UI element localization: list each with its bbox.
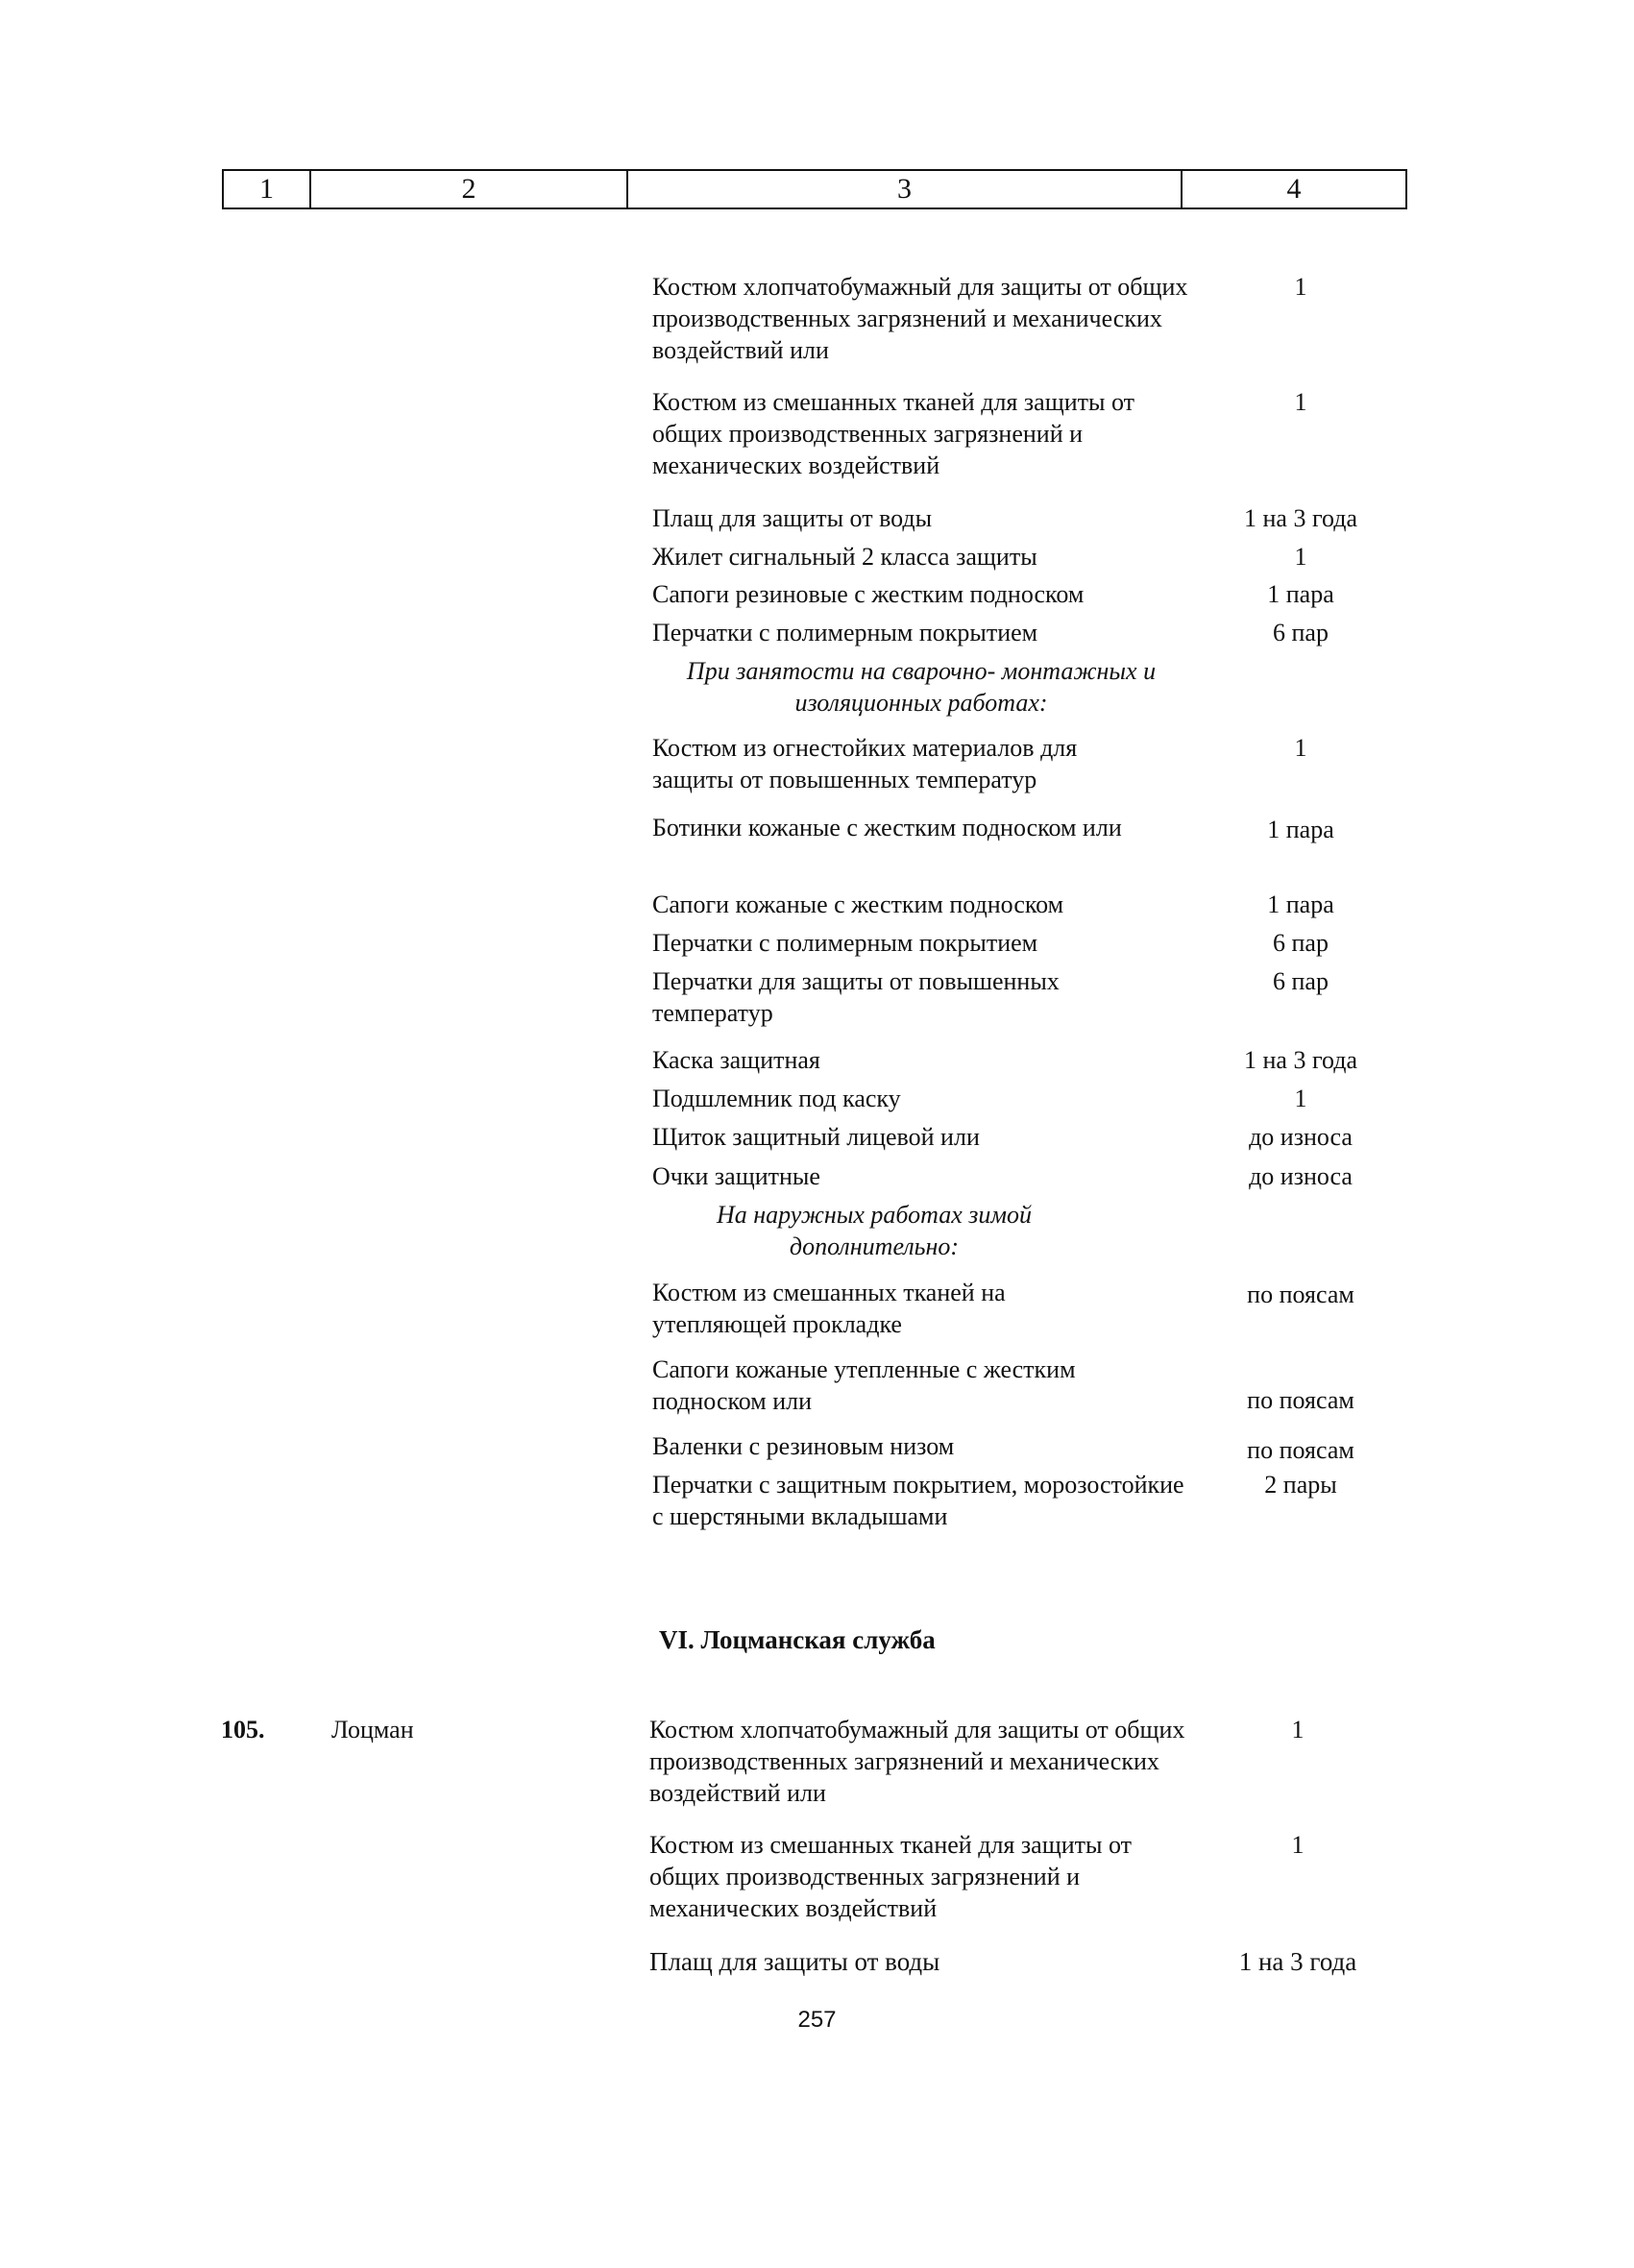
item-name: Перчатки для защиты от повышенных температур — [652, 967, 1060, 1027]
column-header-3: 3 — [627, 170, 1182, 208]
item-name: Плащ для защиты от воды — [649, 1947, 940, 1976]
item-quantity: 6 пар — [1273, 967, 1329, 995]
item-name: Валенки с резиновым низом — [652, 1432, 955, 1460]
item-name: Перчатки с полимерным покрытием — [652, 929, 1038, 957]
item-quantity: 1 пара — [1267, 890, 1334, 918]
item-name: Жилет сигнальный 2 класса защиты — [652, 543, 1037, 571]
item-name: Костюм из смешанных тканей для защиты от общих производственных загрязнений и механических воздействий — [652, 388, 1134, 479]
subsection-heading-text: При занятости на сварочно- монтажных и изоляционных работах: — [686, 657, 1157, 717]
item-quantity: до износа — [1249, 1123, 1353, 1151]
item-quantity: до износа — [1249, 1162, 1353, 1190]
item-quantity: 1 — [1294, 734, 1307, 762]
column-header-table — [222, 169, 1407, 209]
item-quantity: 1 — [1294, 388, 1307, 416]
item-name: Перчатки с защитным покрытием, морозостойкие с шерстяными вкладышами — [652, 1471, 1184, 1530]
item-quantity: 1 пара — [1267, 816, 1334, 843]
profession-name: Лоцман — [331, 1716, 414, 1744]
item-name: Очки защитные — [652, 1162, 820, 1190]
item-quantity: 1 на 3 года — [1244, 504, 1357, 532]
item-quantity: 6 пар — [1273, 929, 1329, 957]
item-name: Сапоги кожаные утепленные с жестким подноском или — [652, 1355, 1076, 1415]
item-name: Подшлемник под каску — [652, 1085, 901, 1112]
column-header-1: 1 — [223, 170, 310, 208]
column-header-2: 2 — [310, 170, 627, 208]
item-name: Костюм из огнестойких материалов для защиты от повышенных температур — [652, 734, 1078, 793]
item-name: Костюм хлопчатобумажный для защиты от общих производственных загрязнений и механических воздействий или — [649, 1716, 1185, 1807]
item-name: Костюм хлопчатобумажный для защиты от общих производственных загрязнений и механических воздействий или — [652, 273, 1188, 364]
item-quantity: 1 пара — [1267, 580, 1334, 608]
item-name: Каска защитная — [652, 1046, 820, 1074]
item-quantity: по поясам — [1247, 1280, 1354, 1308]
item-quantity: 1 на 3 года — [1244, 1046, 1357, 1074]
item-quantity: 1 — [1294, 543, 1307, 571]
item-name: Ботинки кожаные с жестким подноском или — [652, 814, 1122, 841]
item-name: Костюм из смешанных тканей на утепляющей прокладке — [652, 1279, 1006, 1338]
item-quantity: 1 — [1294, 273, 1307, 301]
item-quantity: 1 на 3 года — [1238, 1947, 1357, 1976]
item-quantity: 1 — [1291, 1716, 1305, 1744]
item-quantity: по поясам — [1247, 1436, 1354, 1464]
item-name: Костюм из смешанных тканей для защиты от общих производственных загрязнений и механических воздействий — [649, 1831, 1132, 1922]
row-number: 105. — [221, 1716, 265, 1744]
item-quantity: 1 — [1291, 1831, 1305, 1859]
page-number: 257 — [797, 2007, 837, 2033]
item-name: Плащ для защиты от воды — [652, 504, 933, 532]
item-quantity: по поясам — [1247, 1386, 1354, 1414]
item-name: Щиток защитный лицевой или — [652, 1123, 980, 1151]
item-quantity: 2 пары — [1264, 1471, 1337, 1499]
section-title: VI. Лоцманская служба — [659, 1625, 936, 1654]
item-name: Сапоги резиновые с жестким подноском — [652, 580, 1085, 608]
column-header-4: 4 — [1182, 170, 1406, 208]
item-name: Сапоги кожаные с жестким подноском — [652, 890, 1064, 918]
item-name: Перчатки с полимерным покрытием — [652, 619, 1038, 646]
subsection-heading-text: На наружных работах зимой дополнительно: — [716, 1201, 1033, 1260]
item-quantity: 1 — [1294, 1085, 1307, 1112]
item-quantity: 6 пар — [1273, 619, 1329, 646]
